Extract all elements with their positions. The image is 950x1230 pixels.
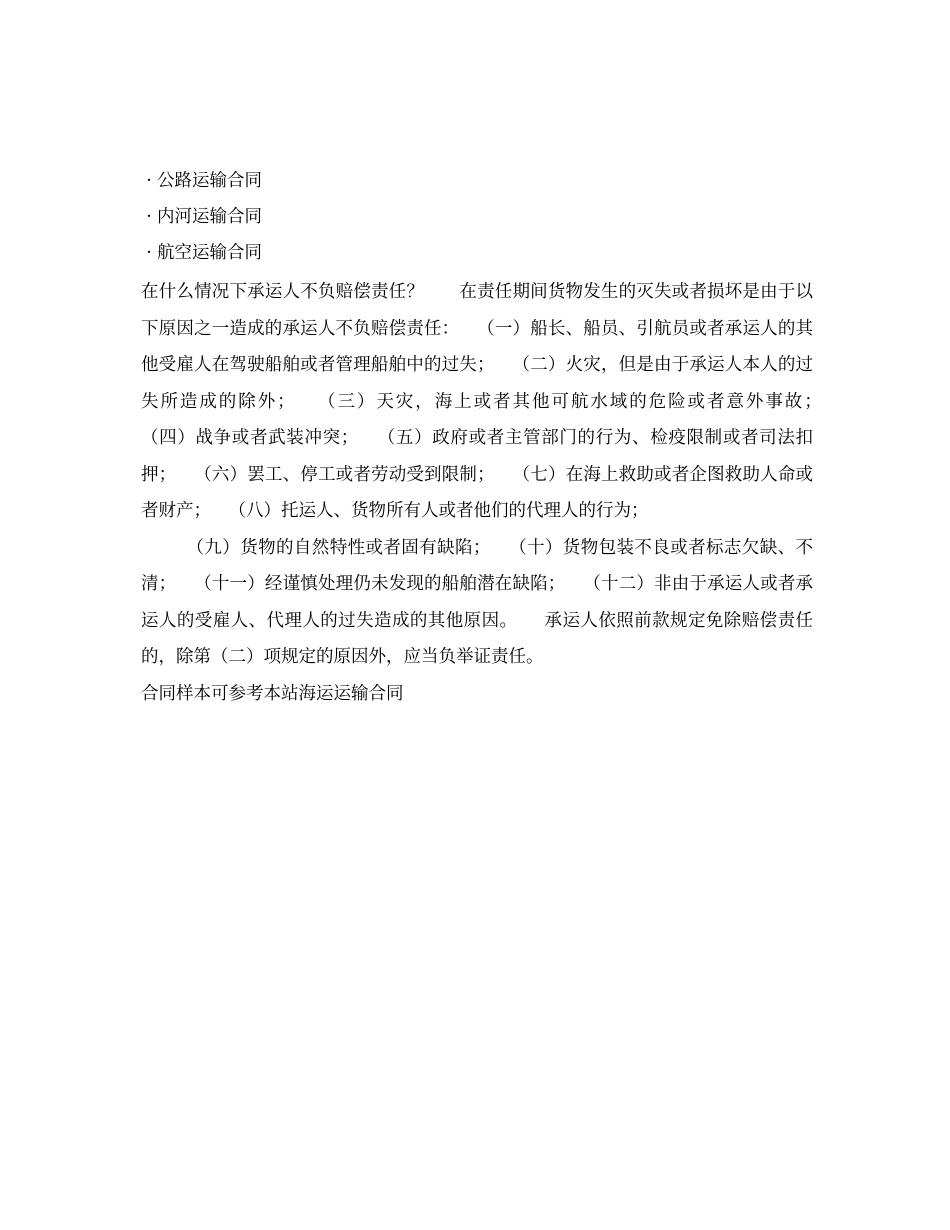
reference-note: 合同样本可参考本站海运运输合同: [141, 683, 404, 704]
list-item-text: 公路运输合同: [157, 171, 262, 191]
liability-exemption-continued-paragraph: （九）货物的自然特性或者固有缺陷； （十）货物包装不良或者标志欠缺、不清； （十一）经谨慎处理仍未发现的船舶潜在缺陷； （十二）非由于承运人或者承运人的受雇人、代理人的过失造成的其他原因。 承运人依照前款规定免除赔偿责任的，除第（二）项规定的原因外，应当负举证责任。: [141, 537, 813, 667]
list-item: [141, 202, 813, 238]
document-page: [141, 166, 848, 712]
bullet-icon: ·: [146, 207, 152, 227]
list-item-text: 航空运输合同: [157, 243, 262, 263]
contract-type-list: [141, 166, 813, 274]
liability-exemption-paragraph: 在什么情况下承运人不负赔偿责任？ 在责任期间货物发生的灭失或者损坏是由于以下原因之一造成的承运人不负赔偿责任： （一）船长、船员、引航员或者承运人的其他受雇人在驾驶船舶或者管理船舶中的过失； （二）火灾，但是由于承运人本人的过失所造成的除外； （三）天灾，海上或者其他可航水域的危险或者意外事故； （四）战争或者武装冲突； （五）政府或者主管部门的行为、检疫限制或者司法扣押； （六）罢工、停工或者劳动受到限制； （七）在海上救助或者企图救助人命或者财产； （八）托运人、货物所有人或者他们的代理人的行为；: [141, 282, 848, 521]
list-item-text: 内河运输合同: [157, 207, 262, 227]
list-item: [141, 166, 813, 202]
list-item: [141, 238, 813, 274]
bullet-icon: ·: [146, 243, 152, 263]
bullet-icon: ·: [146, 171, 152, 191]
